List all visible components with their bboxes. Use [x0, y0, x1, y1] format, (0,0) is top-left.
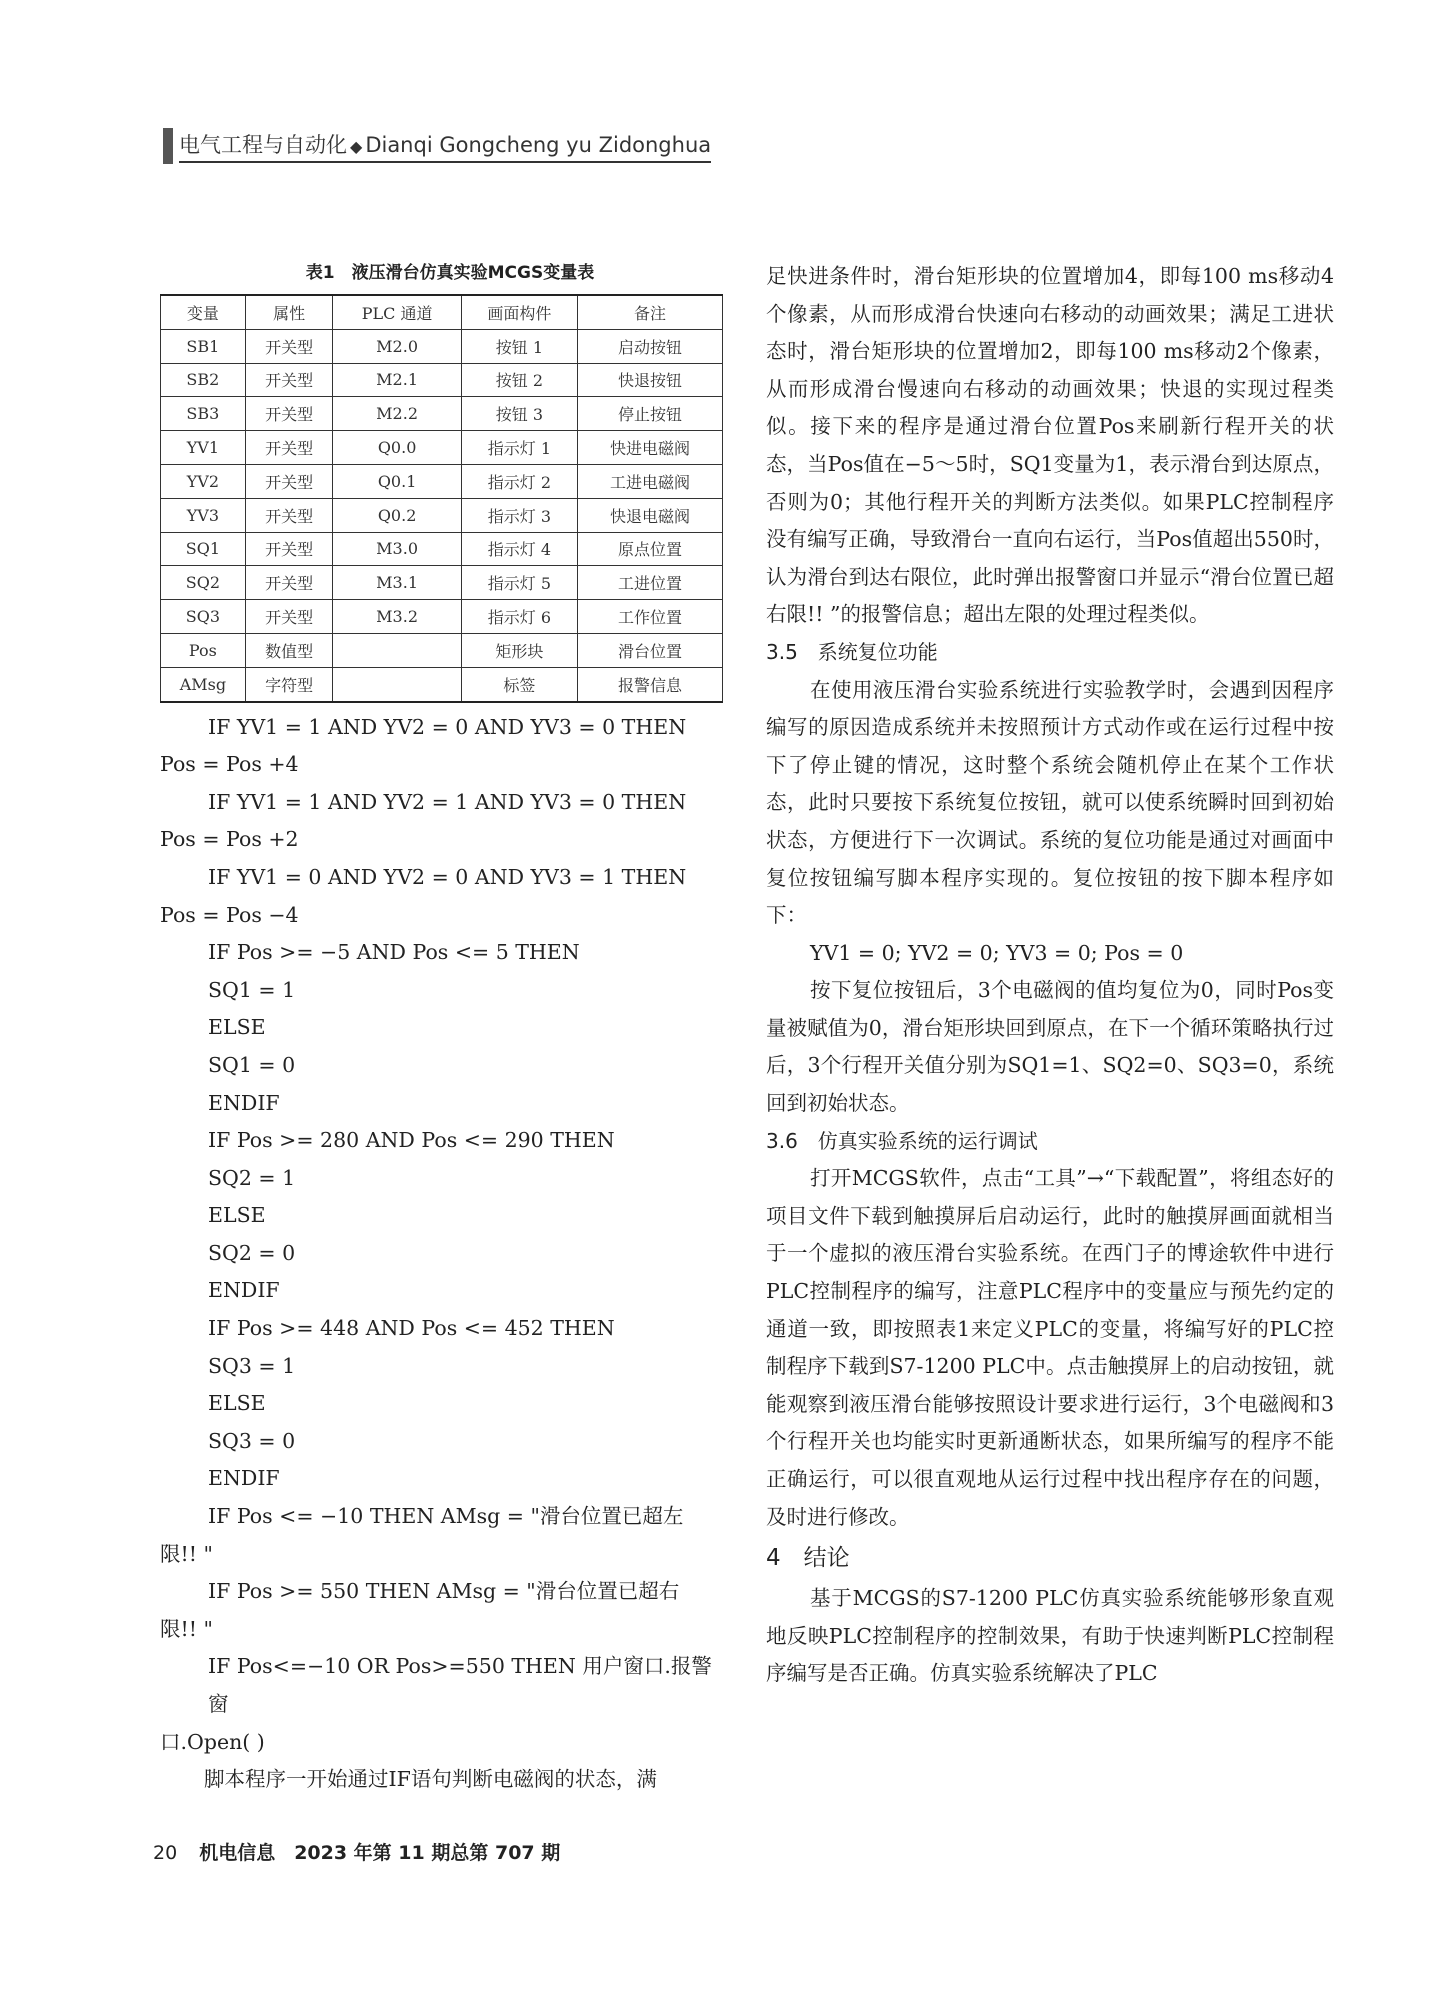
- table-header-row: [161, 295, 723, 329]
- table-cell: 开关型: [245, 329, 333, 363]
- table-cell: YV2: [161, 464, 246, 498]
- script-code: [160, 709, 730, 1762]
- table-row: [161, 329, 723, 363]
- table-cell: 按钮 2: [461, 363, 577, 397]
- table-cell: 按钮 1: [461, 329, 577, 363]
- header-title-pinyin: Dianqi Gongcheng yu Zidonghua: [365, 133, 712, 157]
- table-cell: M3.0: [333, 532, 461, 566]
- running-header: [163, 128, 711, 164]
- table-cell: 快退电磁阀: [578, 498, 723, 532]
- code-line: SQ2 = 0: [208, 1240, 296, 1265]
- section-heading-4: 4 结论: [766, 1545, 850, 1572]
- table-cell: M2.2: [333, 397, 461, 431]
- code-line: SQ2 = 1: [208, 1165, 296, 1190]
- table-cell: Q0.0: [333, 431, 461, 465]
- code-line: Pos = Pos +4: [160, 752, 299, 777]
- table-cell: SQ2: [161, 566, 246, 600]
- table-header-cell: 备注: [578, 295, 723, 329]
- table-cell: 启动按钮: [578, 329, 723, 363]
- table-row: [161, 532, 723, 566]
- header-bar: [163, 128, 173, 164]
- table-row: [161, 431, 723, 465]
- table-row: [161, 600, 723, 634]
- code-line: SQ3 = 1: [208, 1353, 296, 1378]
- table-header-cell: 属性: [245, 295, 333, 329]
- code-line: SQ1 = 1: [208, 977, 296, 1002]
- table-header-cell: 变量: [161, 295, 246, 329]
- table-cell: [333, 633, 461, 667]
- code-line: ELSE: [208, 1015, 266, 1040]
- left-column: [160, 258, 730, 1799]
- page-number: 20: [153, 1842, 178, 1864]
- table-cell: M3.1: [333, 566, 461, 600]
- code-line: IF YV1 = 1 AND YV2 = 0 AND YV3 = 0 THEN: [208, 714, 687, 739]
- table-cell: 快退按钮: [578, 363, 723, 397]
- page-footer: [153, 1838, 560, 1865]
- table-row: [161, 633, 723, 667]
- paragraph: 基于MCGS的S7-1200 PLC仿真实验系统能够形象直观地反映PLC控制程序的控制效果，有助于快速判断PLC控制程序编写是否正确。仿真实验系统解决了PLC: [766, 1586, 1334, 1686]
- table-cell: 快进电磁阀: [578, 431, 723, 465]
- code-line: ELSE: [208, 1391, 266, 1416]
- table-cell: 指示灯 2: [461, 464, 577, 498]
- table-cell: 开关型: [245, 566, 333, 600]
- table-cell: 工进电磁阀: [578, 464, 723, 498]
- code-line: SQ3 = 0: [208, 1428, 296, 1453]
- table-header-cell: 画面构件: [461, 295, 577, 329]
- code-line: Pos = Pos −4: [160, 902, 299, 927]
- table-cell: 开关型: [245, 532, 333, 566]
- table-cell: 停止按钮: [578, 397, 723, 431]
- table-row: [161, 667, 723, 701]
- paragraph: 在使用液压滑台实验系统进行实验教学时，会遇到因程序编写的原因造成系统并未按照预计方式动作或在运行过程中按下了停止键的情况，这时整个系统会随机停止在某个工作状态，此时只要按下系统复位按钮，就可以使系统瞬时回到初始状态，方便进行下一次调试。系统的复位功能是通过对画面中复位按钮编写脚本程序实现的。复位按钮的按下脚本程序如下：: [766, 677, 1334, 928]
- code-line: IF Pos >= 550 THEN AMsg = "滑台位置已超右: [208, 1579, 680, 1604]
- table-row: [161, 464, 723, 498]
- diamond-icon: ◆: [350, 137, 363, 156]
- table-row: [161, 397, 723, 431]
- paragraph: 按下复位按钮后，3个电磁阀的值均复位为0，同时Pos变量被赋值为0，滑台矩形块回到原点，在下一个循环策略执行过后，3个行程开关值分别为SQ1=1、SQ2=0、SQ3=0，系统回到初始状态。: [766, 978, 1334, 1116]
- table-cell: Q0.1: [333, 464, 461, 498]
- table-cell: SQ1: [161, 532, 246, 566]
- table-row: [161, 363, 723, 397]
- table-cell: 开关型: [245, 363, 333, 397]
- header-title: [179, 129, 711, 163]
- code-line: IF YV1 = 1 AND YV2 = 1 AND YV3 = 0 THEN: [208, 789, 687, 814]
- code-line: IF Pos >= −5 AND Pos <= 5 THEN: [208, 940, 580, 965]
- code-line: IF Pos<=−10 OR Pos>=550 THEN 用户窗口.报警窗: [208, 1654, 712, 1716]
- table-cell: Q0.2: [333, 498, 461, 532]
- section-heading-3-5: 3.5 系统复位功能: [766, 639, 938, 664]
- table-cell: SQ3: [161, 600, 246, 634]
- table-cell: 指示灯 5: [461, 566, 577, 600]
- journal-info: 机电信息 2023 年第 11 期总第 707 期: [199, 1842, 561, 1864]
- table-cell: M3.2: [333, 600, 461, 634]
- code-line: ENDIF: [208, 1466, 280, 1491]
- table-cell: 指示灯 3: [461, 498, 577, 532]
- table-cell: SB3: [161, 397, 246, 431]
- variable-table: [160, 294, 723, 703]
- paragraph: 脚本程序一开始通过IF语句判断电磁阀的状态，满: [204, 1767, 657, 1792]
- table-cell: YV1: [161, 431, 246, 465]
- table-cell: M2.0: [333, 329, 461, 363]
- table-cell: Pos: [161, 633, 246, 667]
- code-line: IF YV1 = 0 AND YV2 = 0 AND YV3 = 1 THEN: [208, 864, 687, 889]
- paragraph: 打开MCGS软件，点击“工具”→“下载配置”，将组态好的项目文件下载到触摸屏后启动运行，此时的触摸屏画面就相当于一个虚拟的液压滑台实验系统。在西门子的博途软件中进行PLC控制程序的编写，注意PLC程序中的变量应与预先约定的通道一致，即按照表1来定义PLC的变量，将编写好的PLC控制程序下载到S7-1200 PLC中。点击触摸屏上的启动按钮，就能观察到液压滑台能够按照设计要求进行运行，3个电磁阀和3个行程开关也均能实时更新通断状态，如果所编写的程序不能正确运行，可以很直观地从运行过程中找出程序存在的问题，及时进行修改。: [766, 1166, 1334, 1529]
- table-caption: 表1 液压滑台仿真实验MCGS变量表: [305, 263, 595, 283]
- table-cell: 开关型: [245, 464, 333, 498]
- code-line: IF Pos >= 448 AND Pos <= 452 THEN: [208, 1316, 615, 1341]
- code-line: IF Pos <= −10 THEN AMsg = "滑台位置已超左: [208, 1504, 684, 1529]
- table-cell: 指示灯 4: [461, 532, 577, 566]
- code-line: Pos = Pos +2: [160, 827, 299, 852]
- table-cell: SB2: [161, 363, 246, 397]
- table-cell: 开关型: [245, 431, 333, 465]
- section-heading-3-6: 3.6 仿真实验系统的运行调试: [766, 1128, 1038, 1153]
- code-line: ENDIF: [208, 1090, 280, 1115]
- header-title-cn: 电气工程与自动化: [179, 133, 347, 157]
- table-cell: 开关型: [245, 498, 333, 532]
- table-row: [161, 566, 723, 600]
- table-cell: 报警信息: [578, 667, 723, 701]
- code-line: IF Pos >= 280 AND Pos <= 290 THEN: [208, 1128, 615, 1153]
- table-cell: SB1: [161, 329, 246, 363]
- table-cell: 指示灯 1: [461, 431, 577, 465]
- table-cell: 指示灯 6: [461, 600, 577, 634]
- code-line: ENDIF: [208, 1278, 280, 1303]
- code-line: SQ1 = 0: [208, 1052, 296, 1077]
- table-cell: 工进位置: [578, 566, 723, 600]
- table-header-cell: PLC 通道: [333, 295, 461, 329]
- table-cell: 原点位置: [578, 532, 723, 566]
- table-row: [161, 498, 723, 532]
- code-line: 口.Open( ): [160, 1729, 265, 1754]
- table-cell: 字符型: [245, 667, 333, 701]
- table-cell: 开关型: [245, 600, 333, 634]
- table-cell: AMsg: [161, 667, 246, 701]
- code-line: 限!! ": [160, 1541, 213, 1566]
- code-line: 限!! ": [160, 1616, 213, 1641]
- table-cell: YV3: [161, 498, 246, 532]
- table-cell: 矩形块: [461, 633, 577, 667]
- table-cell: 数值型: [245, 633, 333, 667]
- table-cell: 工作位置: [578, 600, 723, 634]
- table-cell: M2.1: [333, 363, 461, 397]
- right-column: [766, 258, 1334, 1693]
- paragraph: 足快进条件时，滑台矩形块的位置增加4，即每100 ms移动4个像素，从而形成滑台快速向右移动的动画效果；满足工进状态时，滑台矩形块的位置增加2，即每100 ms移动2个像素，从而形成滑台慢速向右移动的动画效果；快退的实现过程类似。接下来的程序是通过滑台位置Pos来刷新行程开关的状态，当Pos值在−5～5时，SQ1变量为1，表示滑台到达原点，否则为0；其他行程开关的判断方法类似。如果PLC控制程序没有编写正确，导致滑台一直向右运行，当Pos值超出550时，认为滑台到达右限位，此时弹出报警窗口并显示“滑台位置已超右限!! ”的报警信息；超出左限的处理过程类似。: [766, 264, 1334, 627]
- reset-formula: YV1 = 0; YV2 = 0; YV3 = 0; Pos = 0: [810, 940, 1184, 965]
- table-cell: 开关型: [245, 397, 333, 431]
- table-cell: 滑台位置: [578, 633, 723, 667]
- code-line: ELSE: [208, 1203, 266, 1228]
- table-cell: 标签: [461, 667, 577, 701]
- table-cell: [333, 667, 461, 701]
- table-cell: 按钮 3: [461, 397, 577, 431]
